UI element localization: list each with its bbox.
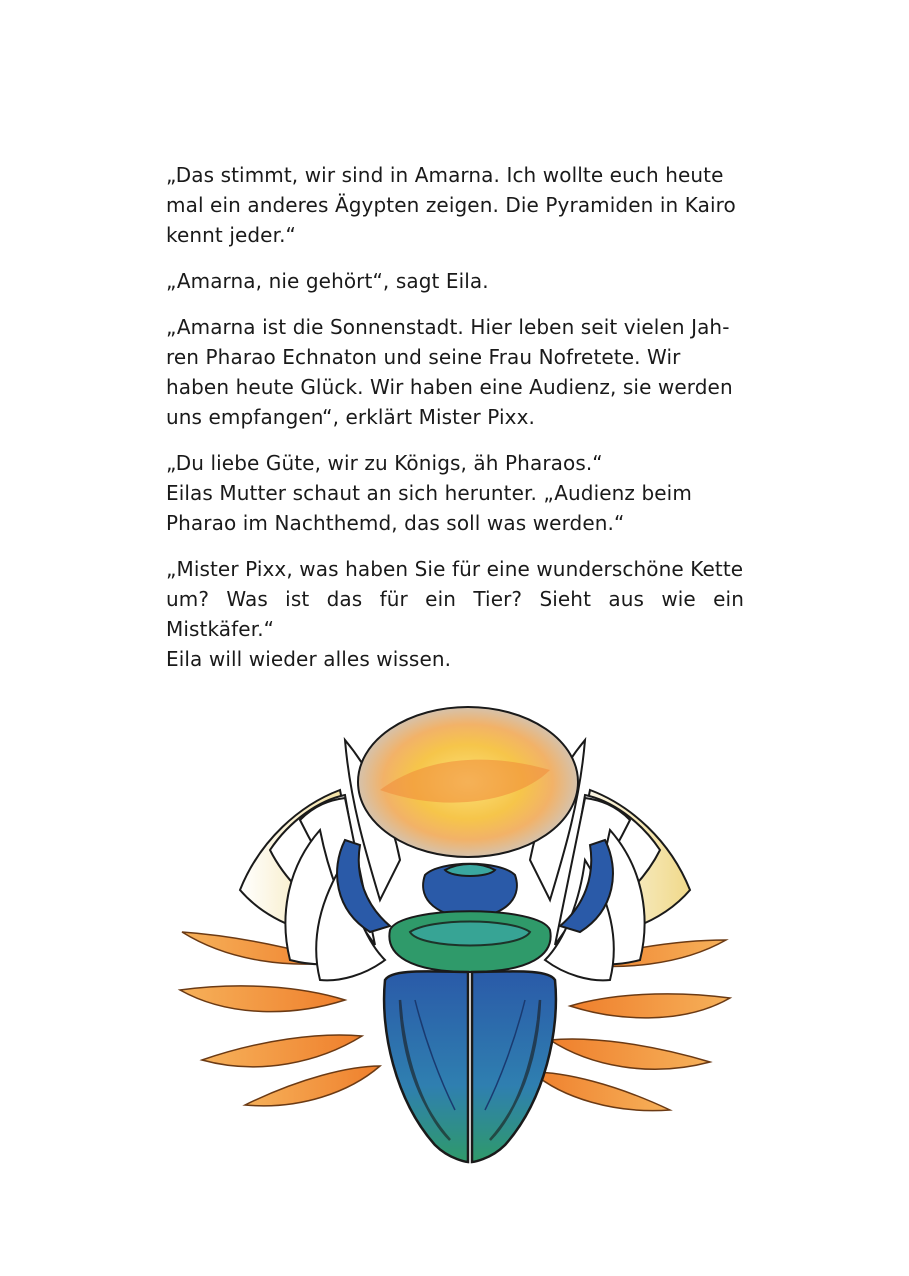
- paragraph-1: [166, 160, 744, 250]
- text-line: Eilas Mutter schaut an sich herunter. „Audienz beim: [166, 481, 692, 505]
- text-line: mal ein anderes Ägypten zeigen. Die Pyramiden in Kairo: [166, 193, 736, 217]
- text-line: kennt jeder.“: [166, 223, 296, 247]
- paragraph-3: [166, 312, 744, 432]
- paragraph-2: [166, 266, 744, 296]
- scarab-illustration: [170, 700, 750, 1170]
- text-line: ren Pharao Echnaton und seine Frau Nofretete. Wir: [166, 345, 681, 369]
- beetle-head: [423, 864, 517, 918]
- text-line: „Amarna, nie gehört“, sagt Eila.: [166, 269, 489, 293]
- text-line: um? Was ist das für ein Tier? Sieht aus wie ein Mistkäfer.“: [166, 587, 744, 641]
- text-line: „Du liebe Güte, wir zu Königs, äh Pharaos.“: [166, 451, 603, 475]
- text-line: „Mister Pixx, was haben Sie für eine wunderschöne Kette: [166, 557, 744, 581]
- text-line: Eila will wieder alles wissen.: [166, 647, 452, 671]
- story-text: [166, 160, 744, 674]
- paragraph-5: [166, 554, 744, 674]
- beetle-thorax: [389, 911, 550, 972]
- text-line: haben heute Glück. Wir haben eine Audienz, sie werden: [166, 375, 733, 399]
- text-line: Pharao im Nachthemd, das soll was werden.“: [166, 511, 625, 535]
- text-line: „Amarna ist die Sonnenstadt. Hier leben seit vielen Jah-: [166, 315, 730, 339]
- sun-disc: [358, 707, 578, 857]
- beetle-body: [384, 971, 556, 1162]
- text-line: uns empfangen“, erklärt Mister Pixx.: [166, 405, 535, 429]
- paragraph-4: [166, 448, 744, 538]
- text-line: „Das stimmt, wir sind in Amarna. Ich wollte euch heute: [166, 163, 724, 187]
